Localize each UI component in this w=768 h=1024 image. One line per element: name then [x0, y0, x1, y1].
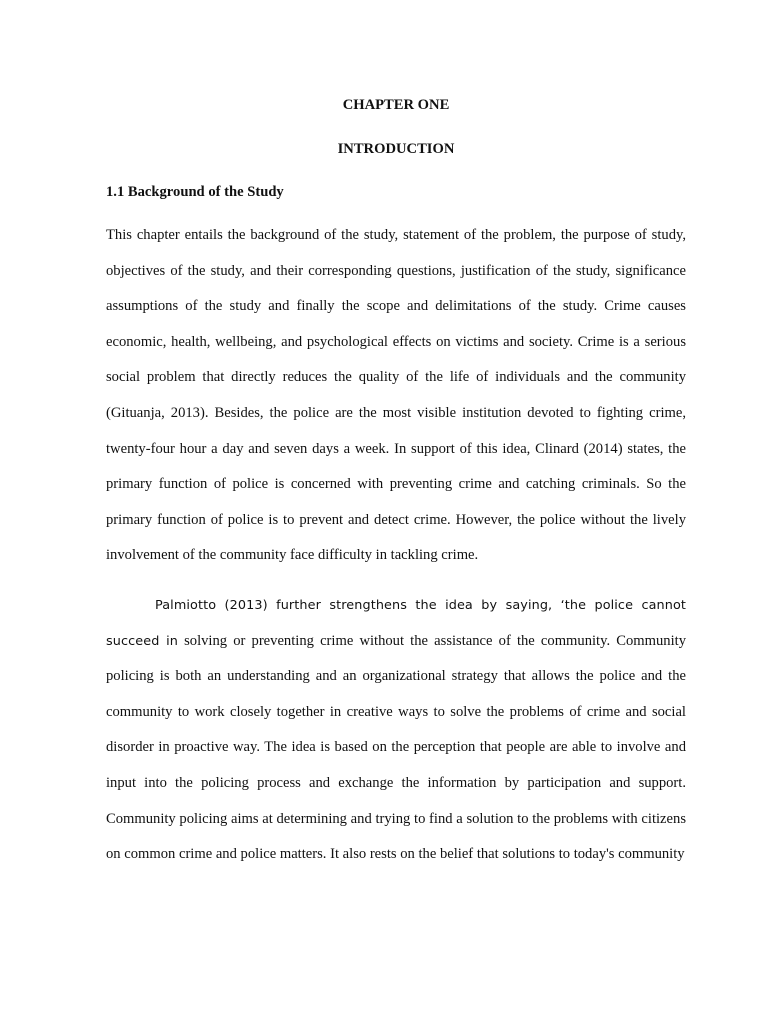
section-heading: 1.1 Background of the Study — [106, 184, 284, 200]
body-paragraph-1: This chapter entails the background of the study, statement of the problem, the purpose of study, objectives of the study, and their corresponding questions, justification of the study, significance assumptions of the study and finally the scope and delimitations of the study. Crime causes economic, health, wellbeing, and psychological effects on victims and society. Crime is a serious social problem that directly reduces the quality of the life of individuals and the community (Gituanja, 2013). Besides, the police are the most visible institution devoted to fighting crime, twenty-four hour a day and seven days a week. In support of this idea, Clinard (2014) states, the primary function of police is concerned with preventing crime and catching criminals. So the primary function of police is to prevent and detect crime. However, the police without the lively involvement of the community face difficulty in tackling crime. — [106, 227, 686, 564]
chapter-label: CHAPTER ONE — [342, 97, 450, 113]
paragraph-2-lead: Palmiotto (2013) further strengthens the idea by saying, ‘the police cannot succeed in — [106, 598, 686, 649]
chapter-title: INTRODUCTION — [337, 141, 455, 157]
body-paragraph-2 — [106, 588, 686, 873]
paragraph-2-rest: solving or preventing crime without the assistance of the community. Community policing is both an understanding and an organizational strategy that allows the police and the community to work closely together in creative ways to solve the problems of crime and social disorder in proactive way. The idea is based on the perception that people are able to involve and input into the policing process and exchange the information by participation and support. Community policing aims at determining and trying to find a solution to the problems with citizens on common crime and police matters. It also rests on the belief that solutions to today's community — [106, 632, 686, 863]
